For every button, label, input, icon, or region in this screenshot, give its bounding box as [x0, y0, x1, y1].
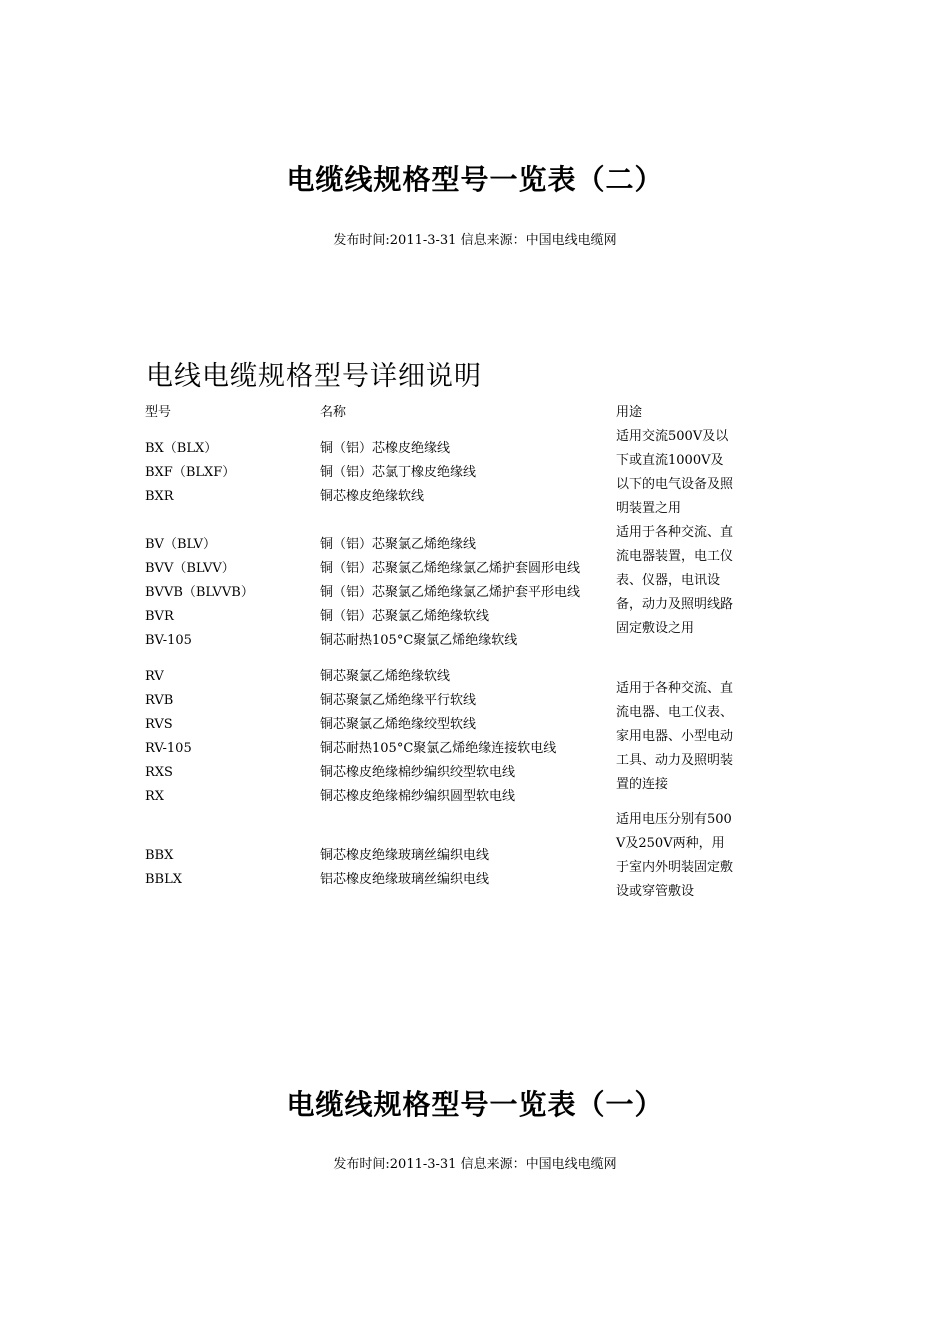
table-row-model: RXS [145, 765, 173, 780]
table-row-model: BV（BLV） [145, 537, 216, 552]
column-header-name: 名称 [320, 405, 347, 420]
column-header-use: 用途 [616, 405, 643, 420]
table-row-model: BXF（BLXF） [145, 465, 236, 480]
table-row-name: 铜（铝）芯氯丁橡皮绝缘线 [320, 465, 477, 480]
document-title: 电缆线规格型号一览表（二） [286, 163, 664, 196]
usage-text: 适用于各种交流、直流电器装置，电工仪表、仪器，电讯设备，动力及照明线路固定敷设之用 [616, 525, 734, 636]
table-row-model: BXR [145, 489, 174, 504]
table-row-model: RVS [145, 717, 173, 732]
table-row-name: 铜（铝）芯聚氯乙烯绝缘线 [320, 537, 477, 552]
table-row-name: 铜芯橡皮绝缘棉纱编织圆型软电线 [320, 789, 516, 804]
table-row-model: BBLX [145, 872, 182, 887]
table-row-model: RVB [145, 693, 174, 708]
table-row-name: 铜（铝）芯聚氯乙烯绝缘氯乙烯护套圆形电线 [320, 561, 581, 576]
table-row-name: 铜芯耐热105°C聚氯乙烯绝缘连接软电线 [320, 741, 557, 756]
table-row-name: 铜芯聚氯乙烯绝缘平行软线 [320, 693, 477, 708]
table-row-model: RX [145, 789, 165, 804]
table-row-model: BV-105 [145, 633, 192, 648]
table-row-name: 铜（铝）芯橡皮绝缘线 [320, 441, 451, 456]
publish-info: 发布时间:2011-3-31 信息来源：中国电线电缆网 [333, 1157, 617, 1172]
usage-text: 适用于各种交流、直流电器、电工仪表、家用电器、小型电动工具、动力及照明装置的连接 [616, 681, 734, 792]
table-row-model: BVV（BLVV） [145, 561, 235, 576]
table-row-name: 铜芯聚氯乙烯绝缘软线 [320, 669, 451, 684]
table-row-name: 铝芯橡皮绝缘玻璃丝编织电线 [320, 872, 490, 887]
table-row-name: 铜芯橡皮绝缘玻璃丝编织电线 [320, 848, 490, 863]
usage-text: 适用电压分别有500V及250V两种，用于室内外明装固定敷设或穿管敷设 [616, 812, 734, 899]
section-heading: 电线电缆规格型号详细说明 [146, 361, 482, 392]
document-title: 电缆线规格型号一览表（一） [286, 1088, 664, 1121]
table-row-name: 铜（铝）芯聚氯乙烯绝缘软线 [320, 609, 490, 624]
table-row-model: RV-105 [145, 741, 192, 756]
table-row-model: BX（BLX） [145, 441, 218, 456]
table-row-model: RV [145, 669, 164, 684]
table-row-name: 铜芯橡皮绝缘软线 [320, 489, 425, 504]
publish-info: 发布时间:2011-3-31 信息来源：中国电线电缆网 [333, 233, 617, 248]
table-row-name: 铜（铝）芯聚氯乙烯绝缘氯乙烯护套平形电线 [320, 585, 581, 600]
column-header-model: 型号 [145, 405, 172, 420]
table-row-name: 铜芯耐热105°C聚氯乙烯绝缘软线 [320, 633, 518, 648]
usage-text: 适用交流500V及以下或直流1000V及以下的电气设备及照明装置之用 [616, 429, 734, 516]
table-row-name: 铜芯橡皮绝缘棉纱编织绞型软电线 [320, 765, 516, 780]
table-row-name: 铜芯聚氯乙烯绝缘绞型软线 [320, 717, 477, 732]
table-row-model: BVR [145, 609, 174, 624]
table-row-model: BVVB（BLVVB） [145, 585, 254, 600]
table-row-model: BBX [145, 848, 174, 863]
